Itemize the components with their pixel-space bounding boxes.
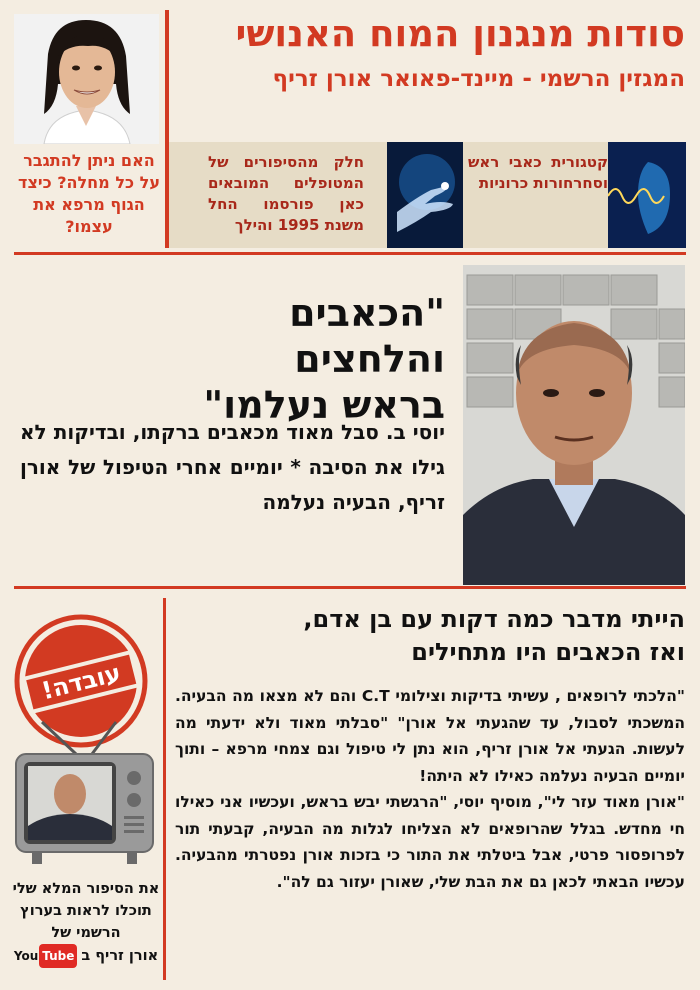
subhead-line-1: הייתי מדבר כמה דקות עם בן אדם, (303, 605, 685, 633)
magazine-header (170, 10, 685, 96)
tv-video-thumbnail[interactable] (12, 720, 157, 870)
article-subheadline (175, 603, 685, 669)
magazine-title: סודות מנגנון המוח האנושי (235, 12, 685, 55)
top-question: האם ניתן להתגבר על כל מחלה? כיצד הגוף מרפא את עצמו? (18, 151, 160, 236)
headline-line-1: "הכאבים והלחצים (289, 291, 445, 381)
strip-text-right: קטגורית כאבי ראש וסחרחורות כרוניות (468, 153, 608, 192)
strip-text-middle: חלק מהסיפורים של המטופלים המובאים כאן פורסמו החל משנת 1995 והילך (208, 153, 364, 234)
section-divider-top (14, 252, 686, 255)
magazine-subtitle: המגזין הרשמי - מיינד-פאואר אורן זריף (272, 66, 685, 92)
body-paragraph-2: "אורן מאוד עזר לי", מוסיף יוסי, "הרגשתי יבש בראש, ועכשיו אני כאילו חי מחדש. בגלל שהרופאים לא הצליחו לגלות מה הבעיה, קבעתי תור לפרופסור פרטי, אבל ביטלתי את התור כי בזכות אורן נפטרתי מהבעיה. עכשיו הבאתי לכאן גם את הבת שלי, שאורן יעזור גם לה". (175, 793, 685, 891)
author-photo (14, 14, 159, 144)
body-paragraph-1: "הלכתי לרופאים , עשיתי בדיקות וצילומי C.T והם לא מצאו מה הבעיה. המשכתי לסבול, עד שהגעתי אל אורן" "סבלתי מאוד ולא ידעתי מה לעשות. הגעתי אל אורן זריף, הוא נתן לי טיפול וגם צמחי מרפא – ותוך יומיים הבעיה נעלמה כאילו לא היתה! (175, 687, 685, 785)
youtube-note-name: אורן זריף ב (81, 948, 159, 964)
youtube-logo[interactable] (14, 944, 78, 968)
article-headline (200, 290, 445, 428)
article-lead: יוסי ב. סבל מאוד מכאבים ברקתו, ובדיקות לא גילו את הסיבה * יומיים אחרי הטיפול של אורן זריף, הבעיה נעלמה (20, 420, 445, 514)
section-divider-bottom (14, 586, 686, 589)
fact-stamp-text: עובדה! (38, 658, 124, 706)
body-divider-vertical (163, 598, 166, 980)
patient-photo (463, 265, 685, 585)
youtube-note (10, 878, 162, 968)
youtube-tube: Tube (39, 944, 77, 968)
article-body (175, 683, 685, 895)
subhead-line-2: ואז הכאבים היו מתחילים (411, 638, 685, 666)
brain-wave-image (608, 142, 686, 248)
youtube-you: You (13, 949, 39, 963)
headline-line-2: בראש נעלמו" (203, 383, 445, 427)
youtube-note-row (10, 944, 162, 968)
hand-tech-image (387, 142, 463, 248)
youtube-note-text: את הסיפור המלא שלי תוכלו לראות בערוץ הרשמי של (12, 881, 160, 941)
